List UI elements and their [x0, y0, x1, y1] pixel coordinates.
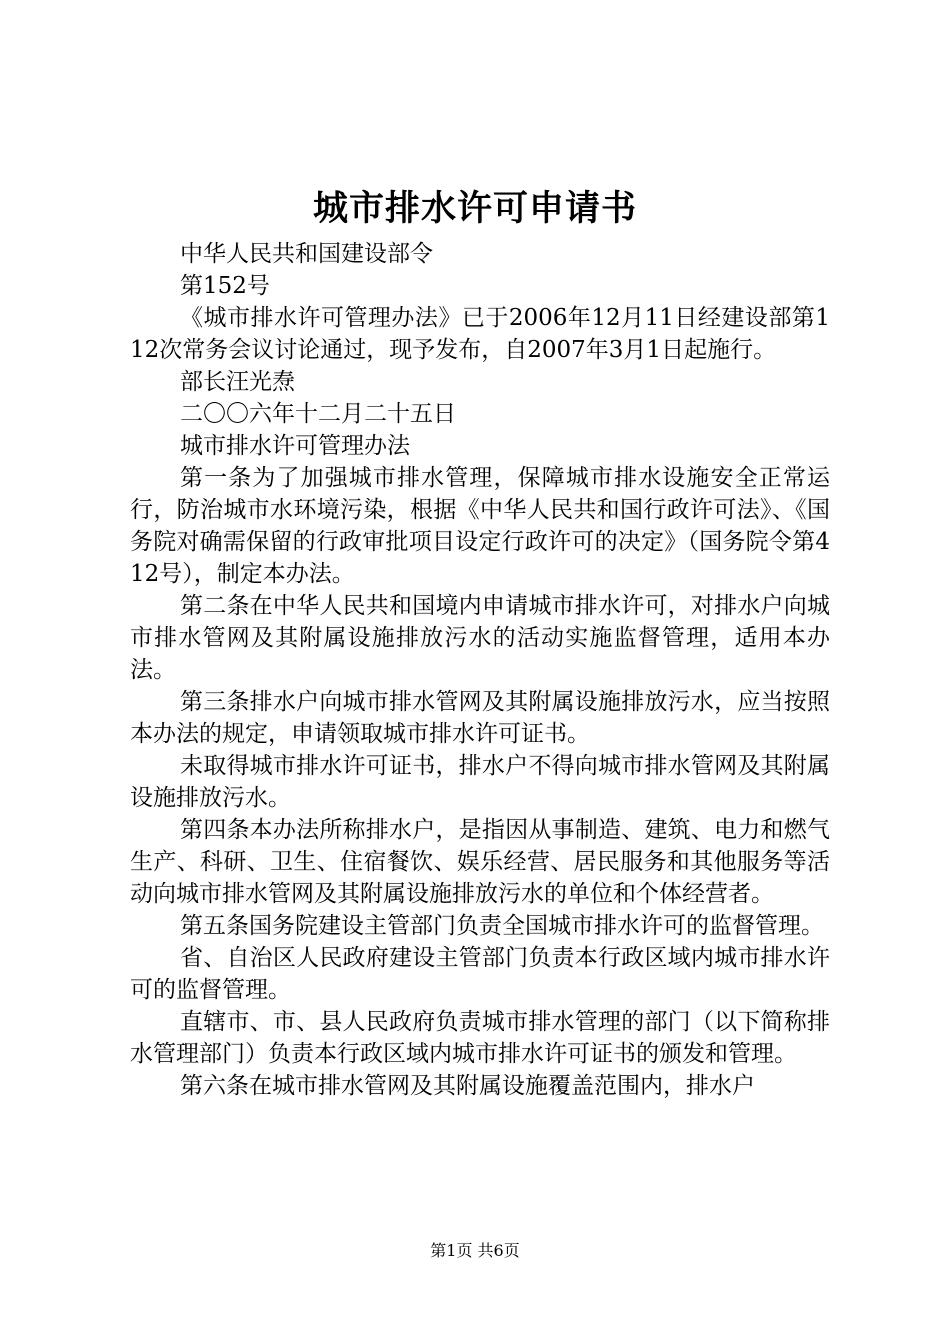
document-body [130, 238, 830, 1102]
paragraph-announcement: 《城市排水许可管理办法》已于2006年12月11日经建设部第112次常务会议讨论通过，现予发布，自2007年3月1日起施行。 [130, 305, 830, 363]
paragraph-article-5-provincial: 省、自治区人民政府建设主管部门负责本行政区域内城市排水许可的监督管理。 [130, 945, 830, 1003]
paragraph-article-5-municipal: 直辖市、市、县人民政府负责城市排水管理的部门（以下简称排水管理部门）负责本行政区域内城市排水许可证书的颁发和管理。 [130, 1009, 830, 1067]
paragraph-article-2: 第二条在中华人民共和国境内申请城市排水许可，对排水户向城市排水管网及其附属设施排放污水的活动实施监督管理，适用本办法。 [130, 593, 830, 683]
document-title: 城市排水许可申请书 [312, 188, 637, 229]
paragraph-article-6: 第六条在城市排水管网及其附属设施覆盖范围内，排水户 [180, 1073, 755, 1099]
paragraph-regulation-title: 城市排水许可管理办法 [180, 433, 410, 459]
paragraph-article-4: 第四条本办法所称排水户，是指因从事制造、建筑、电力和燃气生产、科研、卫生、住宿餐饮、娱乐经营、居民服务和其他服务等活动向城市排水管网及其附属设施排放污水的单位和个体经营者。 [130, 817, 830, 907]
paragraph-minister: 部长汪光焘 [180, 369, 295, 395]
paragraph-article-3: 第三条排水户向城市排水管网及其附属设施排放污水，应当按照本办法的规定，申请领取城市排水许可证书。 [130, 689, 830, 747]
page-footer: 第1页 共6页 [430, 1241, 520, 1260]
paragraph-decree-number: 第152号 [180, 273, 270, 299]
paragraph-date: 二〇〇六年十二月二十五日 [180, 401, 456, 427]
paragraph-article-3-cont: 未取得城市排水许可证书，排水户不得向城市排水管网及其附属设施排放污水。 [130, 753, 830, 811]
paragraph-article-1: 第一条为了加强城市排水管理，保障城市排水设施安全正常运行，防治城市水环境污染，根据《中华人民共和国行政许可法》、《国务院对确需保留的行政审批项目设定行政许可的决定》（国务院令第412号），制定本办法。 [130, 465, 830, 587]
paragraph-article-5: 第五条国务院建设主管部门负责全国城市排水许可的监督管理。 [180, 913, 824, 939]
paragraph-decree-issuer: 中华人民共和国建设部令 [180, 241, 433, 267]
